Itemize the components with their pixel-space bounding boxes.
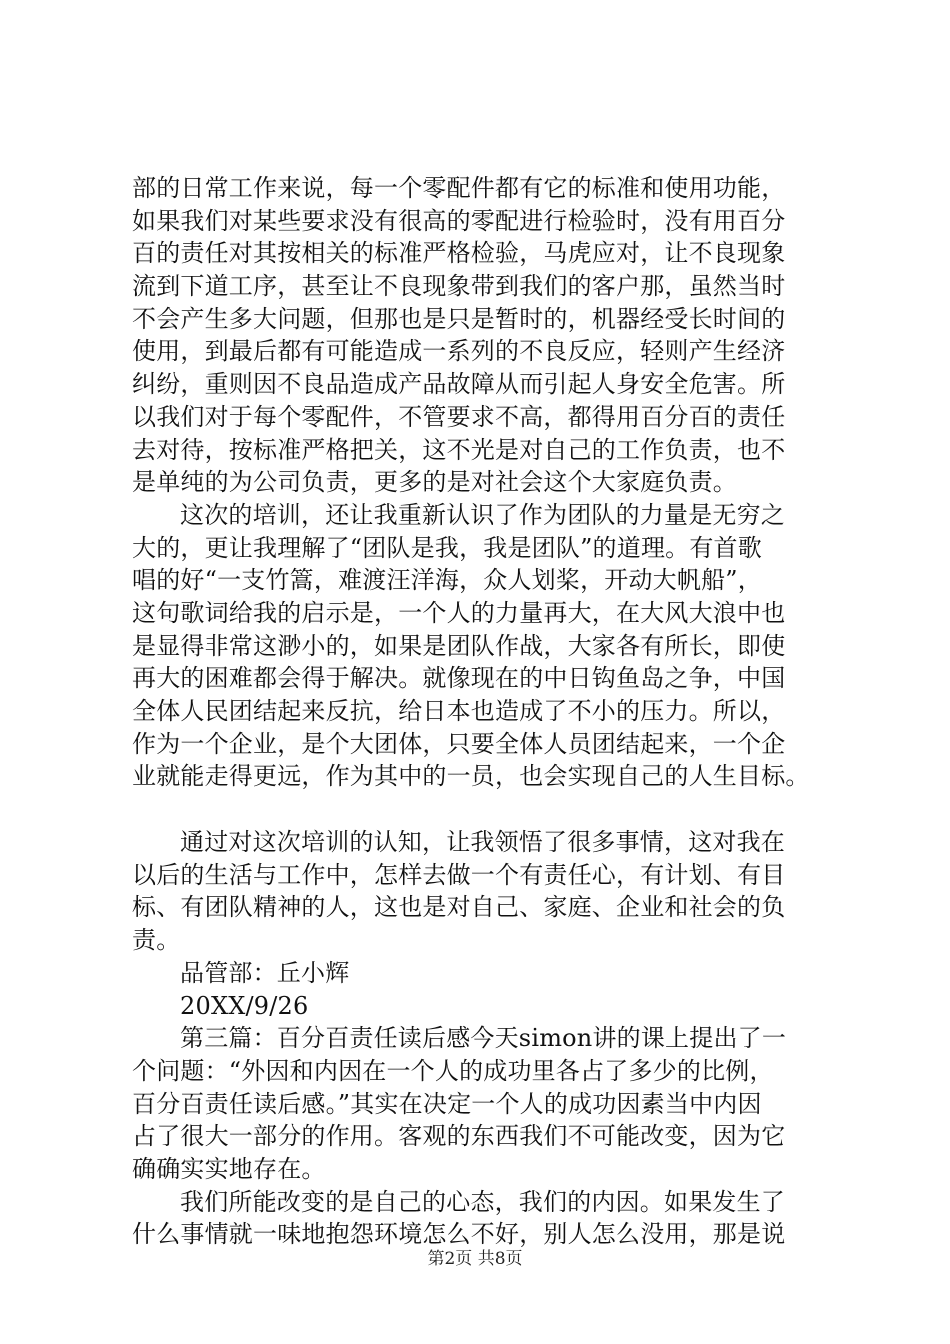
text-line: 百分百责任读后感。”其实在决定一个人的成功因素当中内因: [132, 1089, 762, 1118]
paragraph-spacer: [132, 793, 832, 826]
text-line: 全体人民团结起来反抗，给日本也造成了不小的压力。所以，: [132, 697, 786, 725]
page-number: 第2页 共8页: [427, 1249, 523, 1269]
text-line: 大的，更让我理解了“团队是我，我是团队”的道理。有首歌: [132, 533, 762, 562]
paragraph-teamwork: [132, 499, 832, 793]
text-line: 标、有团队精神的人，这也是对自己、家庭、企业和社会的负: [132, 893, 786, 922]
text-line: 第三篇：百分百责任读后感今天simon讲的课上提出了一: [180, 1024, 787, 1053]
paragraph-conclusion: [132, 826, 832, 957]
text-line: 不会产生多大问题，但那也是只是暂时的，机器经受长时间的: [132, 304, 786, 333]
signature-date: [132, 990, 832, 1023]
text-line: 占了很大一部分的作用。客观的东西我们不可能改变，因为它: [132, 1122, 786, 1151]
text-line: 以后的生活与工作中，怎样去做一个有责任心，有计划、有目: [132, 860, 786, 889]
text-line: 这次的培训，还让我重新认识了作为团队的力量是无穷之: [180, 500, 785, 529]
text-line: 百的责任对其按相关的标准严格检验，马虎应对，让不良现象: [132, 239, 786, 268]
text-line: 这句歌词给我的启示是，一个人的力量再大，在大风大浪中也: [132, 598, 786, 627]
text-line: 业就能走得更远，作为其中的一员，也会实现自己的人生目标。: [132, 762, 810, 791]
paragraph-part-three: [132, 1022, 832, 1185]
text-line: 流到下道工序，甚至让不良现象带到我们的客户那，虽然当时: [132, 272, 786, 301]
paragraph-mindset: [132, 1186, 832, 1251]
text-line: 我们所能改变的是自己的心态，我们的内因。如果发生了: [180, 1187, 785, 1216]
text-line: 什么事情就一味地抱怨环境怎么不好，别人怎么没用，那是说: [132, 1220, 786, 1249]
text-line: 是单纯的为公司负责，更多的是对社会这个大家庭负责。: [132, 468, 737, 497]
text-line: 部的日常工作来说，每一个零配件都有它的标准和使用功能，: [132, 174, 786, 202]
text-line: 再大的困难都会得于解决。就像现在的中日钩鱼岛之争，中国: [132, 664, 786, 693]
text-line: 个问题：“外因和内因在一个人的成功里各占了多少的比例，: [132, 1056, 774, 1085]
paragraph-quality-responsibility: [132, 172, 832, 499]
text-line: 纠纷，重则因不良品造成产品故障从而引起人身安全危害。所: [132, 370, 786, 399]
text-line: 通过对这次培训的认知，让我领悟了很多事情，这对我在: [180, 828, 785, 857]
document-body: [132, 172, 832, 1251]
text-line: 如果我们对某些要求没有很高的零配进行检验时，没有用百分: [132, 206, 786, 235]
text-line: 唱的好“一支竹篙，难渡汪洋海，众人划桨，开动大帆船”，: [132, 566, 762, 595]
date-line: 20XX/9/26: [180, 991, 309, 1020]
text-line: 使用，到最后都有可能造成一系列的不良反应，轻则产生经济: [132, 337, 786, 366]
author-line: 品管部：丘小辉: [180, 958, 350, 987]
text-line: 确确实实地存在。: [132, 1154, 326, 1183]
text-line: 作为一个企业，是个大团体，只要全体人员团结起来，一个企: [132, 729, 786, 758]
text-line: 去对待，按标准严格把关，这不光是对自己的工作负责，也不: [132, 435, 786, 464]
text-line: 责。: [132, 926, 181, 955]
text-line: 以我们对于每个零配件，不管要求不高，都得用百分百的责任: [132, 402, 786, 431]
text-line: 是显得非常这渺小的，如果是团队作战，大家各有所长，即使: [132, 631, 786, 660]
page-footer: [0, 1244, 950, 1269]
signature-department: [132, 957, 832, 990]
